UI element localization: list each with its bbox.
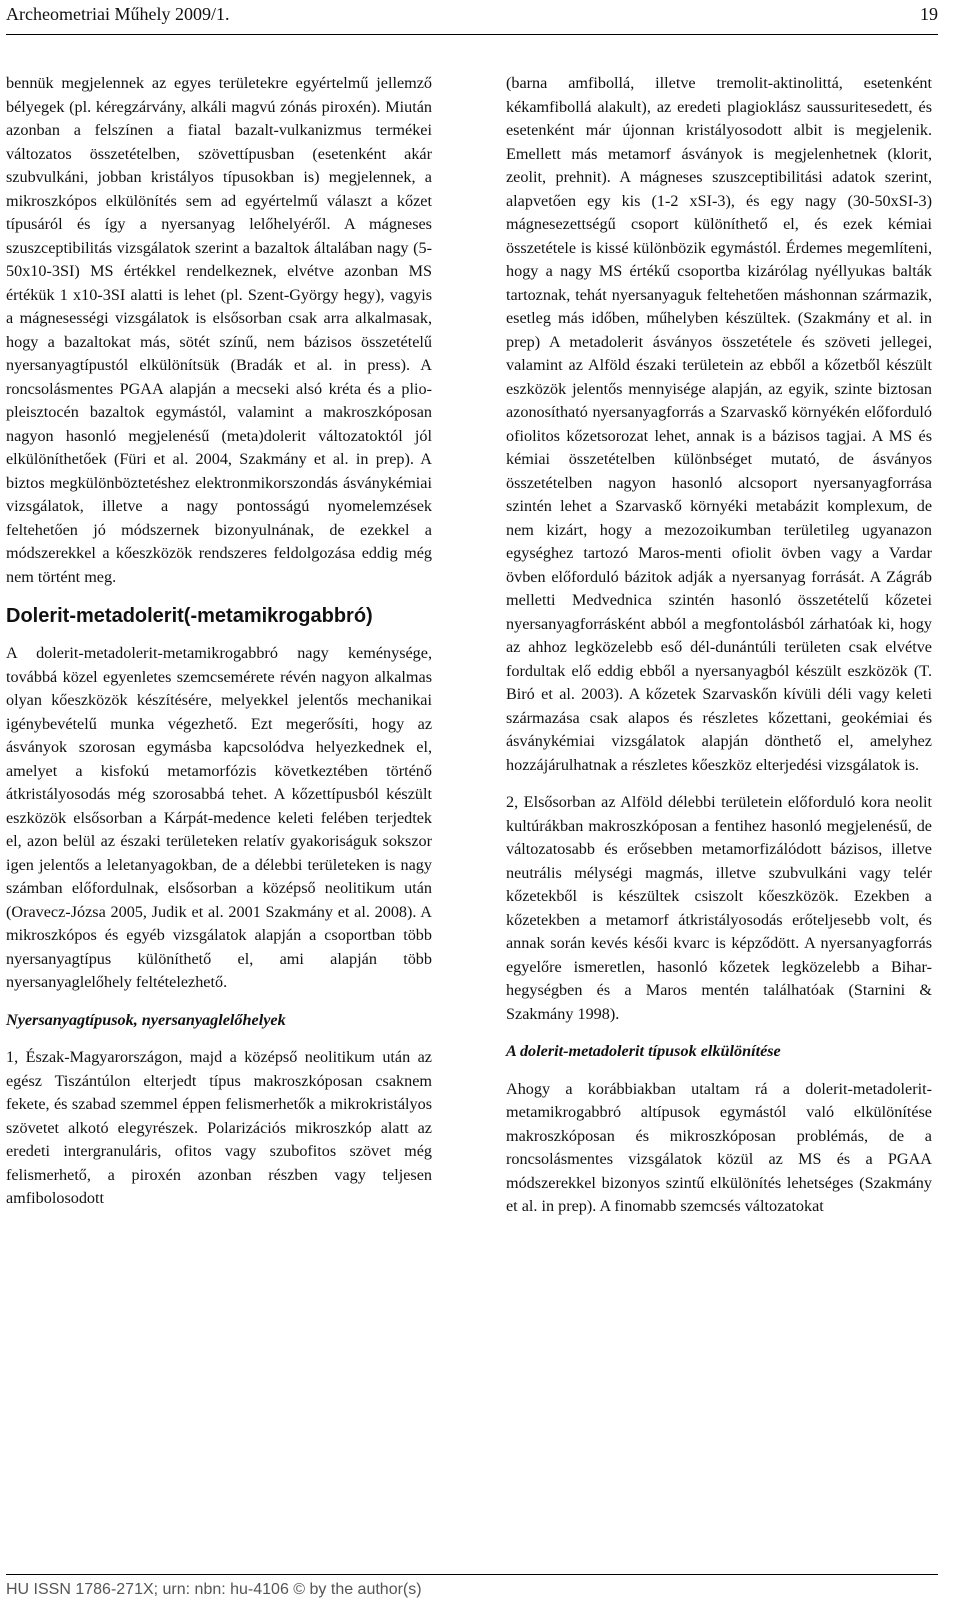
right-paragraph-1: (barna amfibollá, illetve tremolit-aktinolittá, esetenként kékamfibollá alakult), az eredeti plagioklász saussuritesedett, és esetenként már újonnan kristályosodott albit is megjelenik. Emellett más metamorf ásványok is megjelenhetnek (klorit, zeolit, prehnit). A mágneses szuszceptibilitási adatok szerint, alapvetően egy kis (1-2 xSI-3), és egy nagy (30-50xSI-3) mágnesezettségű csoport különíthető el, és ezek kémiai összetétele is kissé különbözik egymástól. Érdemes megemlíteni, hogy a nagy MS értékű csoportba kizárólag nyéllyukas balták tartoznak, tehát nyersanyaguk feltehetően máshonnan származik, esetleg más időben, műhelyben készültek. (Szakmány et al. in prep) A metadolerit ásványos összetétele és szöveti jellegei, valamint az Alföld északi területein az ebből a kőzetből készült eszközök jelentős mennyisége alapján, az egyik, szinte biztosan azonosítható nyersanyagforrás a Szarvaskő környékén előforduló ofiolitos kőzetsorozat lehet, annak is a bázisos tagjai. A MS és kémiai összetételben különbséget mutató, de ásványos összetételben nagyon hasonló alcsoport nyersanyagforrása szintén lehet a Szarvaskő környéki metabázit komplexum, de nem kizárt, hogy a mezozoikumban területileg ugyanazon egységhez tartozó Maros-menti ofiolit övben vagy a Vardar övben előforduló bázitok adják a nyersanyag forrását. A Zágráb melletti Medvednica szintén hasonló összetételű kőzetei nyersanyagforrásként abból a megfontolásból zárhatóak ki, hogy az ahhoz legközelebb eső dél-dunántúli területen csak elvétve fordultak elő eddig ebből a nyersanyagból készült eszközök (T. Biró et al. 2003). A kőzetek Szarvaskőn kívüli déli vagy keleti származása csak alapos és részletes kőzettani, geokémiai és ásványkémiai vizsgálatok alapján dönthető el, amelyhez hozzájárulhatnak a részletes kőeszköz elterjedési vizsgálatok is. [506, 74, 932, 774]
left-paragraph-1: bennük megjelennek az egyes területekre egyértelmű jellemző bélyegek (pl. kéregzárvány, alkáli magvú zónás piroxén). Miután azonban a felszínen a fiatal bazalt-vulkanizmus termékei változatos összetételben, szövettípusban (esetenként akár szubvulkáni, jobban kristályos típusokban is) megjelennek, a mikroszkópos elkülönítés sem ad egyértelmű választ a kőzet típusáról és így a nyersanyag lelőhelyéről. A mágneses szuszceptibilitás vizsgálatok szerint a bazaltok általában nagy (5-50x10-3SI) MS értékkel rendelkeznek, elvétve azonban MS értékük 1 x10-3SI alatti is lehet (pl. Szent-György hegy), vagyis a mágnesességi vizsgálatok is elsősorban csak arra alkalmasak, hogy a bazaltokat más, sötét színű, nem bázisos összetételű nyersanyagtípustól elkülönítsük (Bradák et al. in press). A roncsolásmentes PGAA alapján a mecseki alsó kréta és a plio-pleisztocén bazaltok egymástól, valamint a makroszkóposan nagyon hasonló megjelenésű (meta)dolerit változatoktól jól elkülöníthetőek (Füri et al. 2004, Szakmány et al. in prep). A biztos megkülönböztetéshez elektronmikorszondás ásványkémiai vizsgálatok, illetve a nagy pontosságú nyomelemzések feltehetően jó módszernek bizonyulnának, de ezekkel a módszerekkel a kőeszközök rendszeres feldolgozása eddig még nem történt meg. [6, 74, 432, 586]
subsection-heading-raw-materials: Nyersanyagtípusok, nyersanyaglelőhelyek [6, 1010, 286, 1029]
page-footer: HU ISSN 1786-271X; urn: nbn: hu-4106 © by the author(s) [6, 1574, 938, 1601]
right-paragraph-3: Ahogy a korábbiakban utaltam rá a dolerit-metadolerit-metamikrogabbró altípusok egymástól való elkülönítése makroszkóposan és mikroszkóposan problémás, de a roncsolásmentes vizsgálatok közül az MS és a PGAA módszerekkel bizonyos szintű elkülönítés lehetséges (Szakmány et al. in prep). A finomabb szemcsés változatokat [506, 1079, 932, 1215]
right-column [506, 72, 932, 1219]
left-paragraph-2: A dolerit-metadolerit-metamikrogabbró nagy keménysége, továbbá közel egyenletes szemcsemérete révén nagyon alkalmas olyan kőeszközök készítésére, melyekkel jelentős mechanikai igénybevételű munka végezhető. Ezt megerősíti, hogy az ásványok szorosan egymásba kapcsolódva helyezkednek el, amelyet a kisfokú metamorfózis következtében történő átkristályosodás még szorosabbá tehet. A kőzettípusból készült eszközök elsősorban a Kárpát-medence keleti felében terjedtek el, azon belül az északi területeken relatív gyakoriságuk sokszor igen jelentős a leletanyagokban, de a délebbi területeken is nagy számban előfordulnak, elsősorban a középső neolitikum után (Oravecz-Józsa 2005, Judik et al. 2001 Szakmány et al. 2008). A mikroszkópos és egyéb vizsgálatok alapján a csoportban több nyersanyagtípus különíthető el, ami alapján több nyersanyaglelőhely feltételezhető. [6, 644, 432, 991]
right-paragraph-2: 2, Elsősorban az Alföld délebbi területein előforduló kora neolit kultúrákban makroszkóposan a fentihez hasonló megjelenésű, de változatosabb és erősebben metamorfizálódott bázisos, illetve neutrális mélységi magmás, illetve szubvulkáni vagy telér kőzetekből is készültek csiszolt kőeszközök. Ezekben a kőzetekben a metamorf átkristályosodás erőteljesebb volt, és annak során kevés késői kvarc is képződött. A nyersanyagforrás egyelőre ismeretlen, hasonló kőzetek legközelebb a Bihar-hegységben és a Maros mentén találhatóak (Starnini & Szakmány 1998). [506, 793, 932, 1023]
page-number: 19 [920, 4, 938, 24]
left-paragraph-3: 1, Észak-Magyarországon, majd a középső neolitikum után az egész Tiszántúlon elterjedt típus makroszkóposan csaknem fekete, és szabad szemmel éppen felismerhetők a mikrokristályos szövetet alkotó elegyrészek. Polarizációs mikroszkóp alatt az eredeti intergranuláris, ofitos vagy szubofitos szövet még felismerhető, a piroxén azonban részben vagy teljesen amfibolosodott [6, 1048, 432, 1207]
subsection-heading-separation: A dolerit-metadolerit típusok elkülönítése [506, 1042, 781, 1060]
journal-title: Archeometriai Műhely 2009/1. [6, 4, 230, 24]
page-header [6, 0, 938, 35]
left-column [6, 72, 432, 1211]
section-heading: Dolerit-metadolerit(-metamikrogabbró) [6, 605, 373, 627]
